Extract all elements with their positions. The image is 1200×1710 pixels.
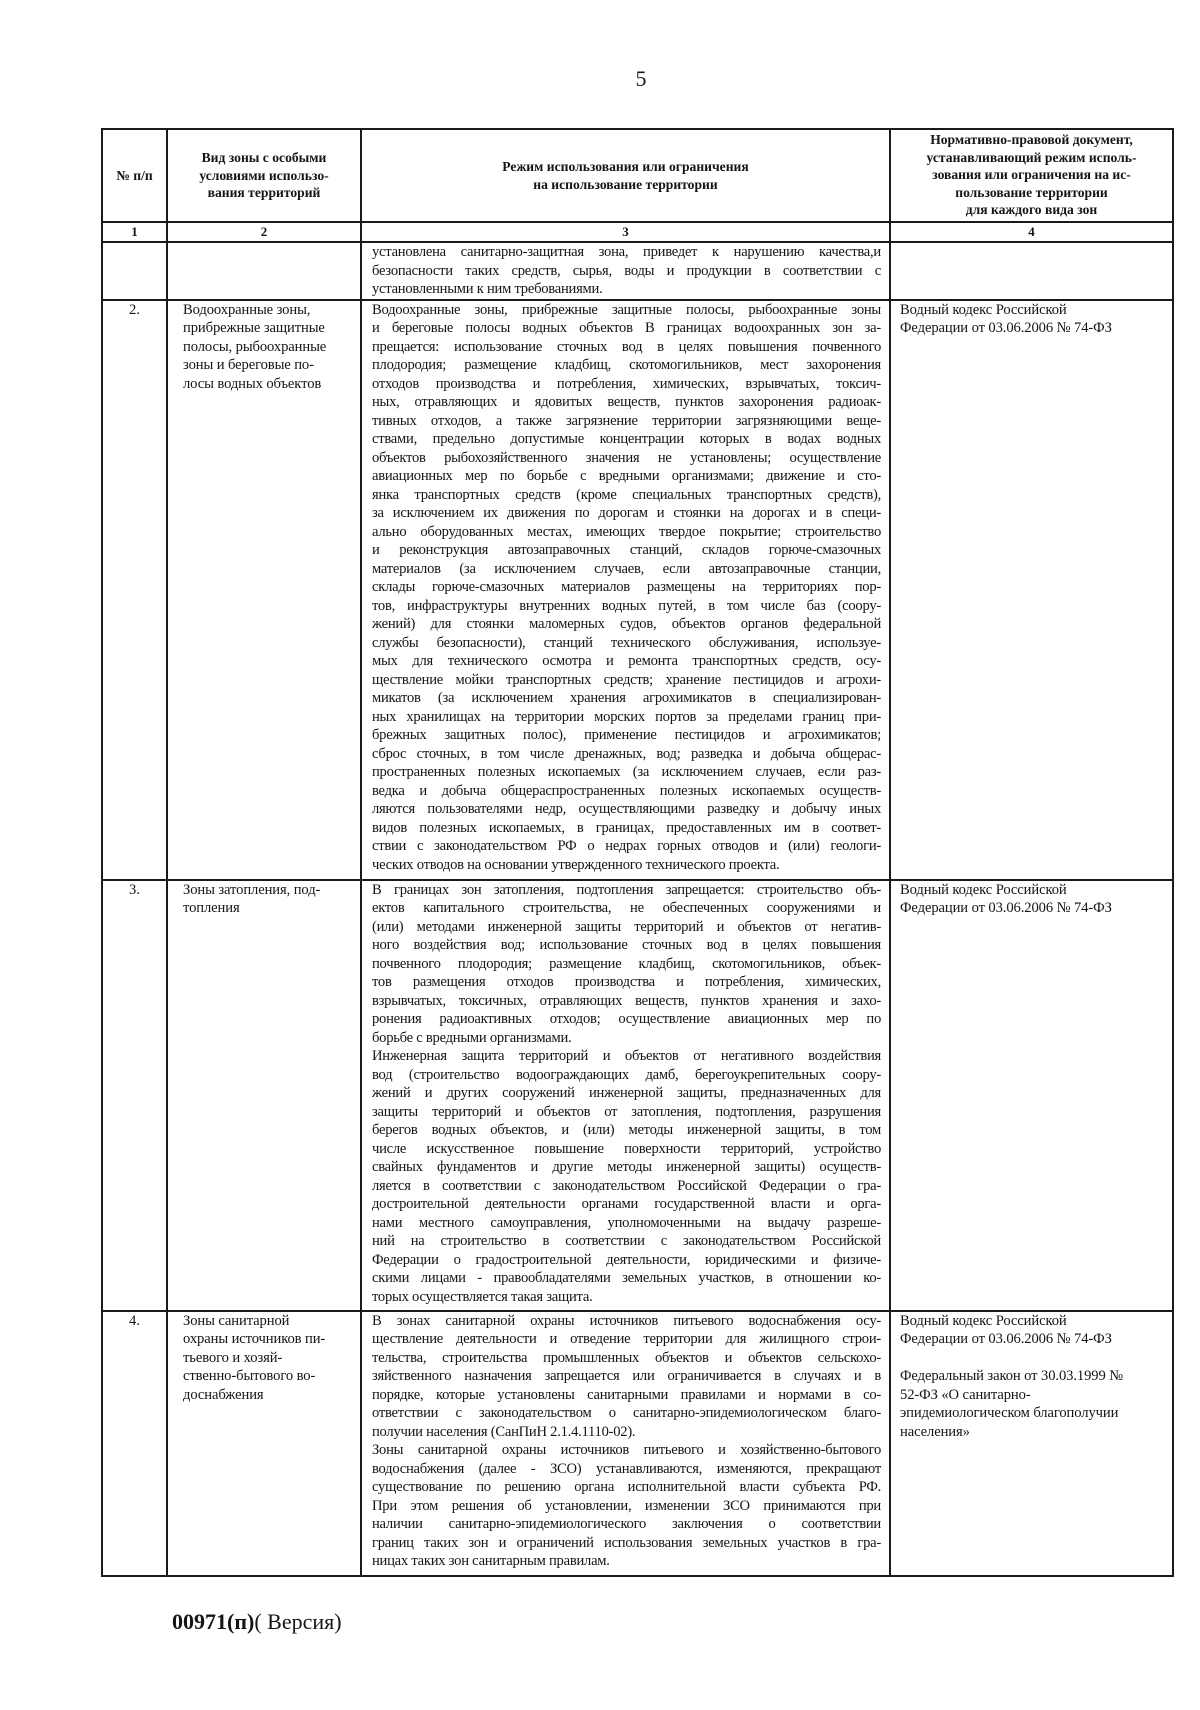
paragraph — [900, 881, 1166, 918]
text-line: Федерации о градостроительной деятельности, юридическими и физиче- — [372, 1251, 881, 1268]
text-line: населения» — [900, 1423, 970, 1440]
text-line: отходов производства и потребления, химических, взрывчатых, токсич- — [372, 375, 881, 392]
cell-zone-type — [167, 880, 361, 1311]
cell-number — [102, 242, 167, 300]
header-document — [890, 129, 1173, 222]
table-row — [102, 300, 1173, 880]
cell-number: 3. — [102, 880, 167, 1311]
text-line: Режим использования или ограничения — [502, 159, 749, 174]
text-line: жений) для стоянки маломерных судов, объектов органов федеральной — [372, 616, 881, 632]
text-line: ответствии с законодательством о санитарно-эпидемиологическом благо- — [372, 1405, 881, 1421]
cell-regime — [361, 880, 890, 1311]
text-line: Водный кодекс Российской — [900, 301, 1067, 318]
text-line: лосы водных объектов — [183, 375, 322, 392]
text-line: тов, инфраструктуры внутренних водных путей, в том числе баз (соору- — [372, 597, 881, 614]
text-line: нами местного самоуправления, уполномоченными на выдачу разреше- — [372, 1214, 881, 1231]
text-line: тивных отходов, а также загрязнение территории загрязняющими веще- — [372, 412, 881, 429]
text-line: установлена санитарно-защитная зона, приведет к нарушению качества,и — [372, 244, 881, 260]
cell-zone-type — [167, 300, 361, 880]
paragraph — [372, 1047, 881, 1306]
paragraph — [168, 149, 360, 202]
text-line: установленными к ним требованиями. — [372, 281, 603, 297]
text-line: вод (строительство водоограждающих дамб, берегоукрепительных соору- — [372, 1066, 881, 1083]
paragraph — [372, 1312, 881, 1442]
text-line: тьевого и хозяй- — [183, 1349, 283, 1366]
text-line: ществление мойки транспортных средств; хранение пестицидов и агрохи- — [372, 671, 881, 688]
table-row — [102, 242, 1173, 300]
text-line: и реконструкция автозаправочных станций, складов горюче-смазочных — [372, 542, 881, 558]
text-line: зоны и береговые по- — [183, 357, 314, 373]
text-line: Вид зоны с особыми — [201, 150, 327, 166]
text-line: зяйственного назначения запрещается или ограничивается в случаях и в — [372, 1368, 881, 1384]
text-line: Федерации от 03.06.2006 № 74-ФЗ — [900, 1331, 1112, 1347]
paragraph — [183, 881, 354, 918]
table-header-row — [102, 129, 1173, 222]
table-row — [102, 880, 1173, 1311]
text-line: склады горюче-смазочных материалов размещены на территориях пор- — [372, 579, 881, 595]
text-line: жений и других сооружений инженерной защиты, предназначенных для — [372, 1085, 881, 1101]
paragraph — [372, 881, 881, 1048]
text-line: В границах зон затопления, подтопления запрещается: строительство объ- — [372, 881, 881, 898]
text-line: тов размещения отходов производства и потребления, химических, — [372, 974, 881, 990]
text-line: существование по решению органа исполнительной власти субъекта РФ. — [372, 1479, 881, 1495]
text-line: тельства, строительства промышленных объектов и объектов сельскохо- — [372, 1349, 881, 1366]
text-line: видов полезных ископаемых, в границах, предоставленных им в соответ- — [372, 819, 881, 836]
text-line: получии населения (СанПиН 2.1.4.1110-02). — [372, 1423, 636, 1440]
text-line: янка транспортных средств (кроме специальных транспортных средств), — [372, 486, 881, 503]
text-line: за исключением их движения по дорогам и стоянки на дорогах и в специ- — [372, 505, 881, 521]
text-line: Водоохранные зоны, прибрежные защитные полосы, рыбоохранные зоны — [372, 301, 881, 318]
text-line: числе искусственное повышение поверхности территорий, устройство — [372, 1140, 881, 1157]
text-line: Федеральный закон от 30.03.1999 № — [900, 1368, 1124, 1384]
text-line: 52-ФЗ «О санитарно- — [900, 1386, 1031, 1403]
column-numbers-row — [102, 222, 1173, 242]
text-line: плодородия; размещение кладбищ, скотомогильников, мест захоронения — [372, 357, 881, 373]
text-line: Водоохранные зоны, — [183, 301, 311, 318]
text-line: службы безопасности), станций технического обслуживания, используе- — [372, 634, 881, 651]
text-line: ведка и добыча общераспространенных полезных ископаемых осуществ- — [372, 782, 881, 799]
text-line: мых для технического осмотра и ремонта транспортных средств, осу- — [372, 653, 881, 669]
paragraph — [891, 131, 1172, 219]
text-line: на использование территории — [533, 176, 718, 192]
document-footer — [172, 1608, 342, 1636]
column-number: 3 — [361, 222, 890, 242]
text-line: границ таких зон и ограничений использования земельных участков в гра- — [372, 1534, 881, 1551]
text-line: ницах таких зон санитарным правилам. — [372, 1553, 610, 1569]
page-number: 5 — [635, 66, 647, 91]
text-line: ронения радиоактивных отходов; осуществление авиационных мер по — [372, 1011, 881, 1027]
text-line: взрывчатых, токсичных, отравляющих веществ, пунктов хранения и захо- — [372, 992, 881, 1009]
text-line: ляется в соответствии с законодательством Российской Федерации о гра- — [372, 1177, 881, 1194]
text-line: объектов рыбохозяйственного значения не установлены; осуществление — [372, 449, 881, 466]
text-line: Водный кодекс Российской — [900, 1312, 1067, 1329]
zones-table — [101, 128, 1174, 1577]
cell-document — [890, 300, 1173, 880]
text-line: прибрежные защитные — [183, 320, 325, 336]
table-row — [102, 1311, 1173, 1576]
text-line: пространенных полезных ископаемых (за исключением случаев, если раз- — [372, 764, 881, 780]
text-line: защиты территорий и объектов от затопления, подтопления, разрушения — [372, 1103, 881, 1120]
text-line: ний на строительство в соответствии с законодательством Российской — [372, 1233, 881, 1249]
text-line: порядке, которые установлены санитарными правилами и нормами в со- — [372, 1386, 881, 1403]
text-line: торых осуществляется такая защита. — [372, 1288, 593, 1305]
text-line: ческих отводов на основании утвержденного технического проекта. — [372, 856, 780, 873]
text-line: охраны источников пи- — [183, 1331, 326, 1347]
cell-document — [890, 1311, 1173, 1576]
text-line: ного воздействия вод; использование сточных вод в целях повышения — [372, 937, 881, 953]
text-line: ственно-бытового во- — [183, 1368, 316, 1384]
text-line: для каждого вида зон — [965, 202, 1098, 217]
text-line: борьбе с вредными организмами. — [372, 1029, 572, 1046]
document-code: 00971(п) — [172, 1609, 255, 1634]
paragraph — [372, 243, 881, 299]
cell-number: 4. — [102, 1311, 167, 1576]
text-line: Зоны затопления, под- — [183, 881, 321, 898]
text-line: сброс сточных, в том числе дренажных, вод; разведка и добыча общерас- — [372, 745, 881, 762]
column-number: 2 — [167, 222, 361, 242]
text-line: Федерации от 03.06.2006 № 74-ФЗ — [900, 900, 1112, 916]
text-line: берегов водных объектов, и (или) методы инженерной защиты, в том — [372, 1122, 881, 1138]
header-zone-type — [167, 129, 361, 222]
text-line: Нормативно-правовой документ, — [930, 132, 1133, 147]
paragraph — [372, 1441, 881, 1571]
cell-document — [890, 242, 1173, 300]
text-line: полосы, рыбоохранные — [183, 338, 327, 355]
text-line: прещается: использование сточных вод в целях повышения почвенного — [372, 338, 881, 355]
text-line: зования или ограничения на ис- — [932, 167, 1131, 182]
text-line: скими лицами - правообладателями земельных участков, в отношении ко- — [372, 1270, 881, 1286]
text-line: вания территорий — [207, 185, 321, 201]
cell-regime — [361, 1311, 890, 1576]
paragraph — [183, 301, 354, 394]
text-line: ектов капитального строительства, не обеспеченных сооружениями и — [372, 900, 881, 916]
paragraph — [183, 1312, 354, 1405]
cell-zone-type — [167, 1311, 361, 1576]
text-line: ных, отравляющих и ядовитых веществ, пунктов захоронения радиоак- — [372, 394, 881, 410]
text-line: и береговые полосы водных объектов В границах водоохранных зон за- — [372, 320, 881, 336]
text-line: ствами, предельно допустимые концентрации которых в водах водных — [372, 431, 881, 447]
paragraph — [372, 301, 881, 875]
cell-number: 2. — [102, 300, 167, 880]
text-line: почвенного плодородия; размещение кладбищ, скотомогильников, объек- — [372, 955, 881, 972]
text-line: пользование территории — [955, 184, 1108, 200]
text-line: Водный кодекс Российской — [900, 881, 1067, 898]
text-line: устанавливающий режим исполь- — [926, 149, 1137, 165]
column-number: 1 — [102, 222, 167, 242]
text-line: Инженерная защита территорий и объектов от негативного воздействия — [372, 1048, 881, 1064]
text-line: доснабжения — [183, 1386, 264, 1403]
text-line: При этом решения об установлении, изменении ЗСО принимаются при — [372, 1497, 881, 1514]
text-line: водоснабжения (далее - ЗСО) устанавливаются, изменяются, прекращают — [372, 1460, 881, 1477]
text-line: материалов (за исключением случаев, если автозаправочные станции, — [372, 560, 881, 577]
text-line: наличии санитарно-эпидемиологического заключения о соответствии — [372, 1516, 881, 1532]
paragraph — [362, 158, 889, 193]
text-line: брежных защитных полос), применение пестицидов и агрохимикатов; — [372, 727, 881, 743]
text-line: безопасности таких средств, сырья, воды и продукции в соответствии с — [372, 262, 881, 279]
text-line: Зоны санитарной — [183, 1312, 290, 1329]
text-line: свайных фундаментов и другие методы инженерной защиты) осуществ- — [372, 1159, 881, 1175]
header-regime — [361, 129, 890, 222]
text-line: ствии с законодательством РФ о недрах горных отводов и (или) геологи- — [372, 838, 881, 854]
text-line: условиями использо- — [199, 167, 329, 183]
document-version: ( Версия) — [254, 1609, 342, 1634]
paragraph — [900, 301, 1166, 338]
text-line: ляются пользователями недр, осуществляющими разведку и добычу иных — [372, 801, 881, 817]
text-line: топления — [183, 900, 240, 916]
text-line: микатов (за исключением хранения агрохимикатов в специализирован- — [372, 690, 881, 706]
text-line: ных хранилищах на территории морских портов за пределами границ при- — [372, 708, 881, 725]
text-line: Зоны санитарной охраны источников питьевого и хозяйственно-бытового — [372, 1442, 881, 1458]
text-line: достроительной деятельности органами государственной власти и орга- — [372, 1196, 881, 1212]
text-line: эпидемиологическом благополучии — [900, 1405, 1119, 1421]
header-number: № п/п — [102, 129, 167, 222]
paragraph — [900, 1312, 1166, 1349]
cell-document — [890, 880, 1173, 1311]
text-line: (или) методами инженерной защиты территорий и объектов от негатив- — [372, 918, 881, 935]
cell-zone-type — [167, 242, 361, 300]
text-line: ально оборудованных местах, имеющих твердое покрытие; строительство — [372, 523, 881, 540]
text-line: Федерации от 03.06.2006 № 74-ФЗ — [900, 320, 1112, 336]
text-line: В зонах санитарной охраны источников питьевого водоснабжения осу- — [372, 1312, 881, 1329]
text-line: авиационных мер по борьбе с вредными организмами; движение и сто- — [372, 468, 881, 484]
cell-regime — [361, 300, 890, 880]
cell-regime — [361, 242, 890, 300]
column-number: 4 — [890, 222, 1173, 242]
text-line: ществление деятельности и отведение территории для жилищного строи- — [372, 1331, 881, 1347]
paragraph — [900, 1367, 1166, 1441]
